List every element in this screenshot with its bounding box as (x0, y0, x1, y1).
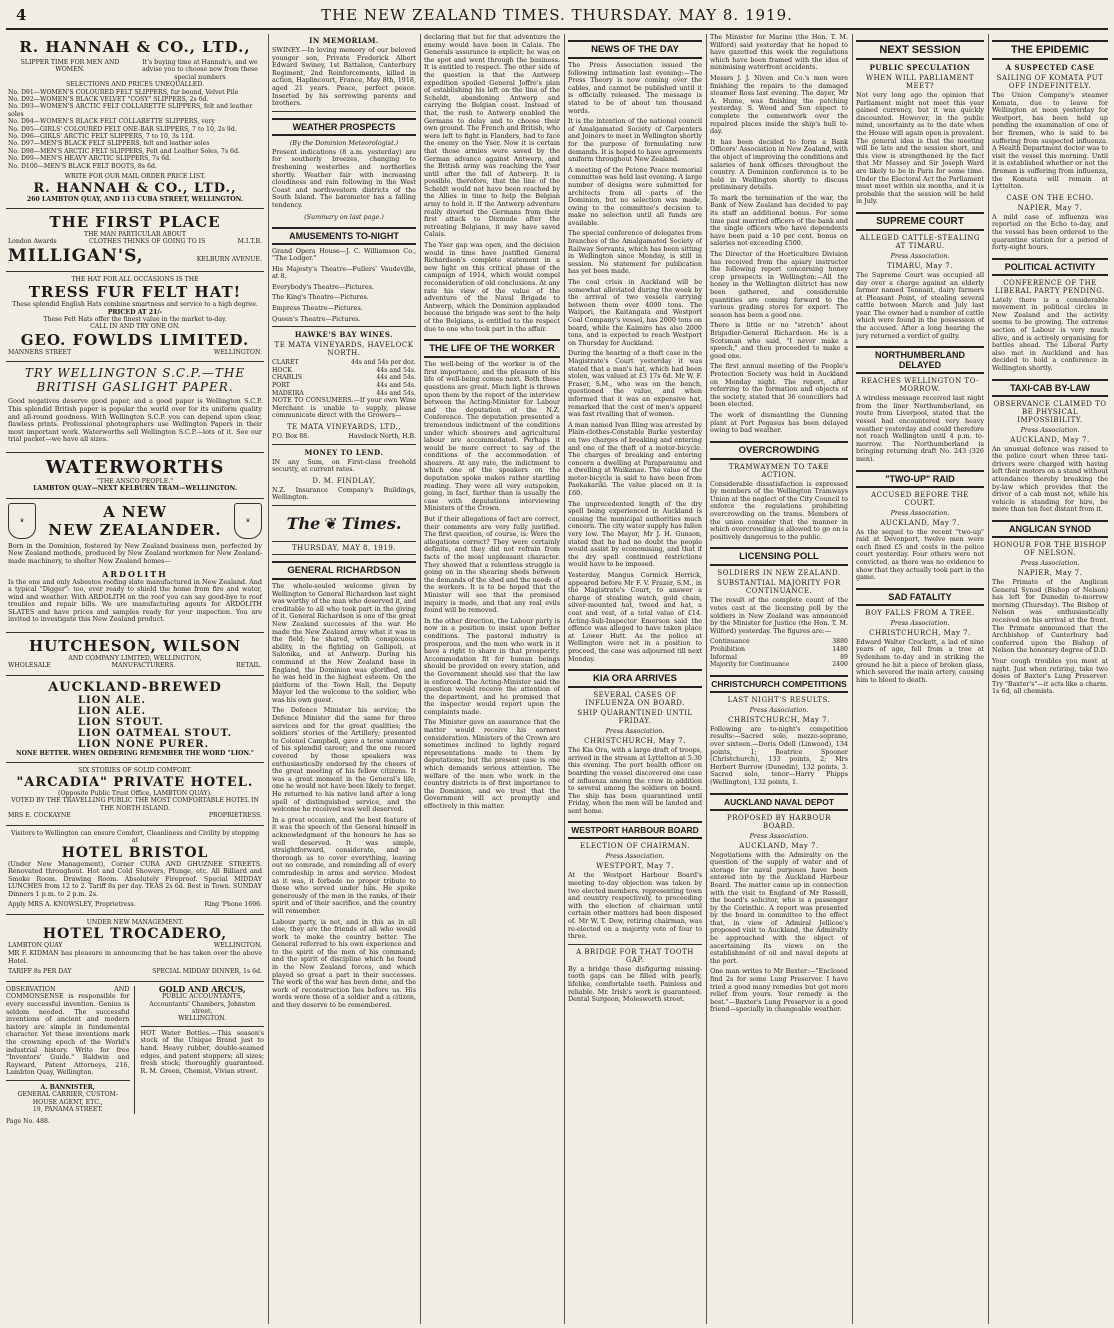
news-paragraph: A man named Ivan Illing was arrested by Plain-clothes-Constable Burke yesterday on two charges of breaking and entering and one of the theft of a motor-bicycle. The charges of breaking and entering concern a dwelling at Paraparaumu and a dwelling at Waikanae. The value of the motor-bicycle is said to have been from Paekakariki. The value placed on it is £60. (568, 420, 702, 498)
northumberland-sub: REACHES WELLINGTON TO-MORROW. (861, 377, 979, 394)
ardolith-name: ARDOLITH (102, 568, 168, 579)
trocadero-lunch: SPECIAL MIDDAY DINNER, 1s 6d. (152, 968, 262, 976)
fowlds-line1: THE HAT FOR ALL OCCASIONS IS THE (71, 275, 199, 283)
lion-item: LION ALE. (78, 706, 146, 718)
trocadero-line1: UNDER NEW MANAGEMENT. (86, 919, 184, 927)
arcadia-line1: SIX STORIES OF SOLID COMFORT. (78, 767, 192, 775)
poll-value: 3880 (832, 638, 848, 646)
amusement-item: Grand Opera House—J. C. Williamson Co., "The Lodger." (272, 246, 416, 263)
list-item: No. D98—MEN'S ARCTIC FELT SLIPPERS, Felt and Leather Soles, 7s 6d. (8, 147, 240, 155)
editorial-paragraph: declaring that but for that adventure the enemy would have been in Calais. The Generals assurance is explicit; he was on the spot and went through the business. It is entitled to respect. The other side of the question is that the Antwerp expedition spoiled General Joffre's plan of establishing his left on the line of the Scheldt, abandoning Antwerp and carrying the Belgian coast. Instead of that, the rush to Antwerp enabled the Germans to delay and to choose their own ground. The French and British, who were left to fight in Flanders, had to face the enemy on the Yser. Now it is certain that those armies were saved by the German advance against Antwerp, and the British army was reaching the Yser until after the fall of Antwerp. It is possible, therefore, that the line of the Scheldt would not have been reached by the Allies in time to help the Belgian army to hold it. If the Antwerp adventure really diverted the Germans from their first attack to Dixmude after the retreating Belgians, it may have saved Calais. (424, 34, 560, 239)
column-7 (992, 34, 1108, 1324)
competitions-sub: LAST NIGHT'S RESULTS. (727, 695, 831, 704)
coat-of-arms-icon: ❦ (324, 513, 338, 533)
fowlds-city: WELLINGTON. (213, 348, 262, 356)
wine-price: 44s and 54s. (376, 382, 416, 390)
list-item: No. D99—MEN'S HEAVY ARCTIC SLIPPERS, 7s 6d. (8, 155, 172, 163)
epidemic-sub: A SUSPECTED CASE (1005, 63, 1095, 72)
poll-label: Informal (710, 653, 737, 661)
arcadia-title: "ARCADIA" PRIVATE HOTEL. (16, 774, 254, 790)
epidemic-body: The Union Company's steamer Komata, due to leave for Wellington at noon yesterday for Westport, has been held up pending the examination of one of her firemen, who is said to be suffering from suspected influenza. A Health Department doctor was to visit the vessel this morning. Until it is established whether or not the fireman is suffering from influenza, the Komata will remain at Lyttelton. (992, 91, 1108, 191)
hannah-line3: SELECTIONS AND PRICES UNEQUALLED. (65, 81, 205, 89)
weather-sub: (By the Dominion Meteorologist.) (289, 138, 399, 147)
column-5 (710, 34, 848, 1324)
list-item: No. D94—WOMEN'S BLACK FELT COLLARETTE SLIPPERS, very (8, 118, 215, 126)
wines-box: P.O. Box 88. (272, 433, 310, 440)
waterworths-tag: "THE ANSCO PEOPLE." (96, 477, 174, 485)
column-rule (988, 34, 989, 1324)
worker-paragraph: The well-being of the worker is of the first importance, and the pleasure of his life of well-being comes next. Both these questions are great. Much light is thrown upon them by the report of the interview between the Acting-Minister for Labour and the deputation of the N.Z. Conference. The deputation presented a tremendous indictment of the conditions under which shearers and agricultural labour are accommodated. Perhaps it would be more correct to say of the conditions of the accommodation of shearers. At any rate, the indictment to which one of the speakers on the deputation spoke makes rather startling reading. They were all very outspoken, going, in fact, farther than is usually the case with deputations interviewing Ministers of the Crown. (424, 360, 560, 513)
list-item: No. D92—WOMEN'S BLACK VELVET "COSY" SLIPPERS, 2s 6d. (8, 96, 209, 104)
list-item: No. D96—GIRLS' ARCTIC FELT SLIPPERS, 7 to 10, 3s 11d. (8, 133, 195, 141)
overcrowding-sub: TRAMWAYMEN TO TAKE ACTION. (728, 462, 830, 479)
press-association: Press Association. (890, 618, 950, 627)
trocadero-street: LAMBTON QUAY (8, 942, 63, 950)
waterworths-name: WATERWORTHS (45, 456, 225, 478)
milligan-right: M.I.T.B. (237, 238, 262, 246)
bristol-line1: Visitors to Wellington can ensure Comfort, Cleanliness and Civility by stopping at (10, 829, 260, 845)
competitions-dateline: CHRISTCHURCH, May 7. (728, 715, 830, 724)
crest-icon: ♛ (8, 503, 36, 539)
kia-ora-dateline: CHRISTCHURCH, May 7. (584, 737, 686, 746)
trocadero-title: HOTEL TROCADERO, (42, 926, 228, 943)
hutcheson-mid: MANUFACTURERS. (111, 662, 176, 670)
milligan-street: KELBURN AVENUE. (196, 255, 262, 263)
licensing-sub: SOLDIERS IN NEW ZEALAND. (717, 569, 841, 578)
column-advertisements (6, 34, 264, 1324)
harbour-dateline: WESTPORT, May 7. (596, 862, 674, 871)
bannister-name: A. BANNISTER, (40, 1083, 95, 1091)
trocadero-city: WELLINGTON. (213, 942, 262, 950)
synod-heading: ANGLICAN SYNOD (992, 520, 1108, 538)
court-heading: SUPREME COURT (856, 212, 984, 231)
column-4 (568, 34, 702, 1324)
press-association: Press Association. (605, 852, 665, 861)
memoriam-heading: IN MEMORIAM. (309, 36, 379, 45)
news-paragraph: To mark the termination of the war, the Bank of New Zealand has decided to pay its staff an additional bonus. For some time past married officers of the bank and the single officers who have dependents have been paid a 10 per cent. bonus on salaries not exceeding £500. (710, 193, 848, 248)
poll-value: 2400 (832, 661, 848, 669)
hannah-line2: It's buying time at Hannah's, and we advise you to choose now from these special numbers (142, 59, 258, 81)
lion-advert (6, 676, 264, 763)
hannah-advert (6, 34, 264, 209)
gold-sub: PUBLIC ACCOUNTANTS, (162, 993, 243, 1001)
bannister-line: GENERAL CARRIER, CUSTOM-HOUSE AGENT, ETC., (17, 1091, 118, 1106)
milligan-line2: CLOTHES THINKS OF GOING TO IS (88, 238, 206, 246)
licensing-heading: LICENSING POLL (710, 547, 848, 566)
poll-label: Prohibition (710, 646, 745, 653)
news-paragraph: It has been decided to form a Bank Officers' Association in New Zealand, with the object of improving the conditions and salaries of bank officers throughout the country. A Dominion conference is to be held in Wellington shortly to discuss preliminary details. (710, 137, 848, 192)
memoriam-body: SWINEY.—In loving memory of our beloved younger son, Private Frederick Albert Edward Swiney, 1st Battalion, Canterbury Regiment, 2nd Reinforcements, killed in action, Haplincourt, France, May 8th, 1918, aged 21 years. Peace, perfect peace. Inserted by his sorrowing parents and brothers. (272, 46, 416, 108)
kia-ora-sub: SEVERAL CASES OF INFLUENZA ON BOARD. (585, 691, 685, 708)
arcadia-advert (6, 763, 264, 825)
news-paragraph: The Director of the Horticulture Division has received from the apiary instructor the following report concerning honey crop prospects in Wellington:—All the honey in the Wellington district has now been gathered, and considerable quantities are coming forward to the various grading stores for export. The season has been a good one. (710, 250, 848, 319)
wine-name: CLARET (272, 359, 299, 367)
richardson-paragraph: The Defence Minister his service; the Defence Minister did the same for three services and for the great qualities; the soldiers' stories of the Artillery; presented to Colonel Campbell, gave a terse summary of his splendid career; and the one record covered by those speakers was enthusiastically endorsed by the cheers of the great meeting of his fellow citizens. It was a great moment in the General's life, one he would not have been likely to forget. He returned to his native land after a long spell of distinguished service, and the welcome he received was well deserved. (272, 706, 416, 814)
page-number: 4 (16, 6, 27, 24)
column-2 (272, 34, 416, 1324)
waterworths-advert (6, 453, 264, 499)
bristol-title: HOTEL BRISTOL (61, 844, 209, 861)
fatality-heading: SAD FATALITY (856, 588, 984, 606)
hotwater-advert: HOT Water Bottles.—This season's stock of the Unique Brand just to hand. Heavy rubber, double-seamed edges, and patent stoppers; all sizes; fresh stock; thoroughly guaranteed. R. M. Green, Chemist, Vivian street. (140, 1028, 264, 1075)
crest-icon: ♛ (234, 503, 262, 539)
lion-item: LION OATMEAL STOUT. (78, 728, 233, 740)
milligan-name: MILLIGAN'S, (8, 245, 144, 266)
news-paragraph: The coal crisis in Auckland will be somewhat alleviated during the week by the arrival of two vessels carrying between them over 4000 tons. The Waipori, the Kaitangata and Westport Coal Company's vessel, has 2000 tons on board, while the Kaimiro has also 2000 tons, and is expected to reach Westport on Thursday for Auckland. (568, 278, 702, 347)
synod-sub: HONOUR FOR THE BISHOP OF NELSON. (993, 540, 1107, 557)
list-item: No. D93—WOMEN'S ARCTIC FELT COLLARETTE SLIPPERS, felt and leather soles (8, 103, 253, 118)
logo-the: The (286, 513, 321, 533)
richardson-paragraph: The whole-souled welcome given by Wellington to General Richardson last night was worthy of the man who deserved it, and creditable to all who took part in the giving of it. General Richardson is one of the great New Zealand successes of the war. He made the New Zealand army what it was in the field; he shared, with conspicuous ability, in the fighting on Gallipoli, at Salonika, and at Antwerp. During his command at the New Zealand base in England, the Dominion was glorified, and he was held in the highest esteem. On the platform of the Town Hall, the Deputy Mayor led the welcome to the soldier, who was his own guest. (272, 581, 416, 704)
epidemic-sub-2: SAILING OF KOMATA PUT OFF INDEFINITELY. (996, 74, 1104, 90)
political-heading: POLITICAL ACTIVITY (992, 258, 1108, 276)
gaslight-advert (6, 362, 264, 453)
news-paragraph: Messrs J. J. Niven and Co.'s men were finishing the repairs to the damaged steamer Ross last evening. The dayer, Mr A. Hume, was finishing the patching yesterday. S. Wood and Son expect to complete the cementwork over the repaired places inside the ship's hull to-day. (710, 73, 848, 136)
press-association: Press Association. (1020, 425, 1080, 434)
lion-footer: NONE BETTER. WHEN ORDERING REMEMBER THE WORD "LION." (15, 750, 255, 758)
bristol-phone: Ring 'Phone 1696. (204, 901, 262, 909)
session-sub-2: WHEN WILL PARLIAMENT MEET? (865, 74, 975, 90)
news-paragraph: A meeting of the Petone Peace memorial committee was held last evening. A large number of designs were submitted for architects from all parts of the Dominion, but no selection was made, owing to the committee's decision to make no selection until all funds are available. (568, 165, 702, 227)
political-sub: CONFERENCE OF THE LIBERAL PARTY PENDING. (995, 278, 1105, 295)
wine-name: CHABLIS (272, 374, 302, 382)
depot-heading: AUCKLAND NAVAL DEPOT (710, 793, 848, 811)
times-logo (272, 514, 416, 533)
fatality-sub: BOY FALLS FROM A TREE. (865, 608, 975, 617)
competitions-body: Following are to-night's competition results:—Sacred solo, mezzo-soprano, over sixteen.—Doris Odell (Linwood), 134 points, 1; Beatrice Spooner (Christchurch), 133 points, 2; Mrs Herbert Burrow (Dunedin), 132 points, 3. Sacred solo, tenor—Harry Phipps (Wellington), 132 points, 1. (710, 724, 848, 786)
ardolith-body-2: Is the one and only Asbestos roofing slate manufactured in New Zealand. And a typical "Digger": too, ever ready to shield the home from fire and water, wind and weather. With ARDOLITH on the roof you can say good-bye to roof troubles and repair bills. We are manufacturing agents for ARDOLITH SLATES and have prices and samples ready for your inspection. You are invited to investigate this New Zealand product. (8, 577, 262, 624)
list-item: No. D97—MEN'S BLACK FELT SLIPPERS, felt and leather soles (8, 140, 210, 148)
fowlds-advert (6, 272, 264, 363)
newspaper-page (6, 4, 1108, 1324)
bottom-adverts (6, 982, 264, 1114)
synod-body: The Primate of the Anglican General Synod (Bishop of Nelson) has left for Dunedin to-morrow morning (Thursday). The Bishop of Nelson was enthusiastically received on his arrival at the front. The Primate announced that the Archbishop of Canterbury had conferred upon the Bishop of Nelson the honorary degree of D.D. (992, 577, 1108, 655)
amusement-item: His Majesty's Theatre—Fullers' Vaudeville, at 8. (272, 264, 416, 281)
harbour-heading: WESTPORT HARBOUR BOARD (568, 821, 702, 839)
gold-line2: Accountants' Chambers, Johnston street, (149, 1000, 256, 1016)
court-sub: ALLEGED CATTLE-STEALING AT TIMARU. (859, 233, 980, 250)
column-rule (706, 34, 707, 1324)
news-paragraph: The Press Association issued the following intimation last evening:—The Press Theory is now coming over the cables, and cannot be published until it is officially released. The message is stated to be of about ten thousand words. (568, 61, 702, 115)
press-association: Press Association. (1020, 558, 1080, 567)
hutcheson-right: RETAIL. (236, 662, 262, 670)
logo-name: Times. (341, 513, 402, 533)
press-association: Press Association. (605, 727, 665, 736)
arcadia-proprietress: MRS E. COCKAYNE (8, 812, 71, 820)
licensing-sub-2: SUBSTANTIAL MAJORITY FOR CONTINUANCE. (717, 579, 841, 596)
gaslight-body: Good negatives deserve good paper, and a good paper is Wellington S.C.P. This splendid British paper is popular the world over for its uniform quality and all-round goodness. With Wellington S.C.P. you can depend upon clear, flawless prints. Professional photographers use Wellington Papers in their most important work. Waterworths sell Wellington S.C.P.—lots of it. See our trial packet—we have all sizes. (8, 397, 262, 444)
fowlds-name: GEO. FOWLDS LIMITED. (20, 330, 250, 349)
synod-dateline: NAPIER, May 7. (1017, 568, 1083, 577)
column-6 (856, 34, 984, 1324)
news-paragraph: Yesterday, Mangus Cormick Herrick, appeared before Mr F. V. Frazer, S.M., in the Magistrate's Court, to answer a charge of stealing watch, gold chain, silver-mounted hat, tweed and hat, a coat and vest, of a total value of £14. Acting-Sub-Inspector Emerson said the offence was alleged to have taken place at Lower Hutt. As the police at Wellington were not in a position to proceed, the case was adjourned till next Monday. (568, 571, 702, 663)
wine-price: 44s and 54s. (376, 374, 416, 382)
twoup-dateline: AUCKLAND, May 7. (880, 518, 960, 527)
bristol-advert (6, 826, 264, 915)
arcadia-line3: VOTED BY THE TRAVELLING PUBLIC THE MOST COMFORTABLE HOTEL IN THE NORTH ISLAND. (11, 797, 259, 812)
court-body: The Supreme Court was occupied all day over a charge against an elderly farmer named Tennant, dairy farmers at Pleasant Point, of stealing several cattle between March and July last year. The owner had a number of cattle which were found in the possession of the accused. After a long hearing the jury returned a verdict of guilty. (856, 270, 984, 340)
poll-label: Majority for Continuance (710, 661, 790, 669)
press-association: Press Association. (749, 705, 809, 714)
overcrowding-heading: OVERCROWDING (710, 441, 848, 460)
taxi-body: An unusual defence was raised to the police court when three taxi-drivers were charged with having left their motors on a stand without attendance thereby breaking the by-law which provides that the driver of a cab must not, while his vehicle is standing for hire, be more than ten feet distant from it. (992, 444, 1108, 514)
amusement-item: Empress Theatre—Pictures. (272, 304, 363, 313)
epidemic-heading: THE EPIDEMIC (992, 40, 1108, 60)
press-association: Press Association. (749, 831, 809, 840)
bannister-address: 19, PANAMA STREET. (32, 1106, 103, 1114)
arcadia-role: PROPRIETRESS. (208, 812, 262, 820)
trocadero-body: MR F. KIDMAN has pleasure in announcing that he has taken over the above Hotel. (8, 949, 262, 965)
wine-price: 44s and 54s. (376, 366, 416, 374)
wines-title: HAWKE'S BAY WINES. (294, 330, 394, 340)
worker-paragraph: In the other direction, the Labour party is now in a position to insist upon better conditions. The pastoral industry is prosperous, and the men who work in it have a right to share in that prosperity. Accommodation fit for human beings should be provided on every station, and the Government should see that the law is enforced. The Acting-Minister said the question would receive the attention of the department, and he promised that the inspector would report upon the complaints made. (424, 616, 560, 716)
column-rule (852, 34, 853, 1324)
hannah-name-2: R. HANNAH & CO., LTD., (33, 180, 237, 196)
echo-heading: CASE ON THE ECHO. (1006, 193, 1094, 202)
weather-heading: WEATHER PROSPECTS (272, 118, 416, 136)
wine-price: 44s and 54s. (376, 389, 416, 397)
news-paragraph: The unprecedented length of the dry spell being experienced in Auckland is causing the municipal authorities much concern. The city water supply has fallen very low. The Mayor, Mr J. H. Gunson, stated that he had no doubt the people would assist by economising, and that if the dry spell continued restrictions would have to be imposed. (568, 499, 702, 569)
amusement-item: The King's Theatre—Pictures. (272, 293, 369, 302)
kia-ora-heading: KIA ORA ARRIVES (568, 669, 702, 688)
richardson-paragraph: Labour party, is not, and in this as in all else, they are the friends of all who would work to make the country better. The General referred to his own experience and to the spirit of the men of his command; and the spirit of discipline which he found in the New Zealand forces, and which played so great a part in their successes. The work of the war has been done, and the work of reconstruction lies before us. His words were those of a soldier and a citizen, and they deserve to be remembered. (272, 917, 416, 1010)
lion-item: LION NONE PURER. (78, 739, 210, 751)
fatality-body: Edward Walter Crockett, a lad of nine years of age, fell from a tree at Sydenham to-day and in striking the ground he hit a piece of broken glass, which severed the main artery, causing him to bleed to death. (856, 637, 984, 684)
lion-item: LION STOUT. (78, 717, 164, 729)
amusement-item: Everybody's Theatre—Pictures. (272, 282, 374, 291)
amusement-item: Queen's Theatre—Pictures. (272, 314, 361, 323)
press-association: Press Association. (890, 508, 950, 517)
taxi-heading: TAXI-CAB BY-LAW (992, 379, 1108, 397)
list-item: No. D100—MEN'S BLACK FELT BOOTS, 8s 6d. (8, 162, 157, 170)
poll-value: 1480 (832, 646, 848, 653)
worker-heading: THE LIFE OF THE WORKER (424, 339, 560, 358)
harbour-body: At the Westport Harbour Board's meeting to-day objection was taken by two elected members, representing town and country respectively, to proceeding with the election of chairman until certain other matters had been disposed of. Mr W. T. Dew, retiring chairman, was re-elected on a majority vote of four to three. (568, 871, 702, 941)
news-paragraph: During the hearing of a theft case in the Magistrate's Court yesterday it was stated that a man's hat, which had been stolen, was valued at £3 17s 6d. Mr W. F. Fraser, S.M., who was on the bench, questioned the value, and when informed that it was an expensive hat, remarked that the cost of men's apparel was fast rivalling that of women. (568, 349, 702, 419)
wine-name: PORT (272, 382, 290, 390)
amusements-heading: AMUSEMENTS TO-NIGHT (272, 227, 416, 245)
licensing-body: The result of the complete count of the votes cast at the licensing poll by the soldiers in New Zealand was announced by the Minister for Justice (the Hon. T. M. Wilford) yesterday. The figures are:— (710, 596, 848, 635)
kia-ora-sub-2: SHIP QUARANTINED UNTIL FRIDAY. (577, 709, 693, 726)
wine-name: MADEIRA (272, 389, 304, 397)
worker-paragraph: But if their allegations of fact are correct, their comments are very fully justified. The first question, of course, is: Were the allegations correct? They were certainly definite, and they did not refrain from facts of the most unpleasant character. They showed that a relentless struggle is going on in the shearing sheds between the demands of the shed and the needs of the workers. It is to be hoped that the Minister will see that the promised inquiry is made, and that any real evils found will be removed. (424, 515, 560, 615)
milligan-left: London Awards (8, 238, 57, 246)
worker-paragraph: The Minister gave an assurance that the matter would receive his earnest consideration. Ministers of the Crown are sometimes inclined to lightly regard representations made to them by deputations; but the present case is one which demands serious attention. The welfare of the men who work in the country districts is of first importance to the Dominion, and we trust that the Government will act promptly and effectively in this matter. (424, 718, 560, 810)
depot-dateline: AUCKLAND, May 7. (739, 841, 819, 850)
column-3 (424, 34, 560, 1324)
taxi-sub: OBSERVANCE CLAIMED TO BE PHYSICAL IMPOSSIBILITY. (993, 399, 1107, 424)
wine-name: HOCK (272, 366, 292, 374)
milligan-advert (6, 209, 264, 272)
ardolith-title-1: A NEW (103, 502, 167, 521)
taxi-dateline: AUCKLAND, May 7. (1010, 435, 1090, 444)
cough-advert: Your cough troubles you most at night. Just when retiring, take two doses of Baxter's Lung Preserver. Try "Baxter's"—it acts like a charm. 1s 6d, all chemists. (992, 656, 1108, 696)
press-association: Press Association. (890, 251, 950, 260)
northumberland-body: A wireless message received last night from the liner Northumberland, en route from Liverpool, stated that the vessel had encountered very heavy weather yesterday and could therefore not reach Wellington until 4 p.m. to-morrow. The Northumberland is bringing returning draft No. 243 (326 men). (856, 394, 984, 463)
fatality-dateline: CHRISTCHURCH, May 7. (869, 628, 971, 637)
page-footer-number: Page No. 488. (6, 1117, 50, 1125)
competitions-heading: CHRISTCHURCH COMPETITIONS (710, 675, 848, 693)
bristol-apply: Apply MRS A. KNOWSLEY, Proprietress. (8, 901, 136, 909)
wines-city: Havelock North, H.B. (348, 433, 416, 440)
gold-title: GOLD AND ARCUS, (158, 983, 246, 994)
bridge-heading: A BRIDGE FOR THAT TOOTH GAP. (576, 947, 694, 964)
milligan-title: THE FIRST PLACE (49, 212, 221, 231)
wines-note: NOTE TO CONSUMERS.—If your own Wine Merchant is unable to supply, please communicate direct with the Growers— (272, 396, 416, 420)
list-item: No. D95—GIRLS' COLOURED FELT ONE-BAR SLIPPERS, 7 to 10, 2s 9d. (8, 125, 237, 133)
fowlds-price: PRICED AT 21/- (107, 308, 163, 316)
wine-price: 44s and 54s per doz. (350, 359, 416, 367)
news-heading: NEWS OF THE DAY (568, 40, 702, 59)
news-paragraph: There is little or no "stretch" about Brigadier-General Richardson. He is a Scotsman who said, "I never make a speech," and then proceeded to make a good one. (710, 321, 848, 360)
bristol-body: (Under New Management), Corner CUBA AND GHUZNEE STREETS. Renovated throughout. Hot and Cold Showers, Plunge, etc. All Billiard and Smoke Room. Drawing Room. Absolutely Fireproof. Special MIDDAY LUNCHES from 12 to 2. Tariff 8s per day. TEAS 2s 6d. Best in Town. SUNDAY Dinners 1 p.m. to 2 p.m. 2s. (8, 859, 262, 898)
masthead (6, 4, 1108, 30)
kia-ora-body: The Kia Ora, with a large draft of troops, arrived in the stream at Lyttelton at 5.30 this evening. The port health officer on boarding the vessel discovered one case of influenza among the crew in addition to several among the soldiers on board. The ship has been quarantined until Friday, when the men will be landed and sent home. (568, 746, 702, 815)
fowlds-line4: CALL IN AND TRY ONE ON. (90, 323, 180, 331)
overcrowding-body: Considerable dissatisfaction is expressed by members of the Wellington Tramways Union at the neglect of the City Council to enforce the regulations prohibiting overcrowding on the trams. Members of the union consider that the manner in which overcrowding is allowed to go on is positively dangerous to the public. (710, 479, 848, 541)
weather-note: (Summary on last page.) (304, 212, 384, 221)
money-body: IN any Sum, on First-class freehold security, at current rates. (272, 457, 416, 474)
hannah-line1: SLIPPER TIME FOR MEN AND WOMEN. (20, 59, 120, 74)
news-paragraph: The Minister for Marine (the Hon. T. M. Wilford) said yesterday that he hoped to have gazetted this week the regulations which have been framed with the idea of minimising waterfront accidents. (710, 34, 848, 72)
ardolith-advert (6, 499, 264, 633)
news-paragraph: The special conference of delegates from branches of the Amalgamated Society of Railway Servants, which has been sitting in Wellington since Monday, is still in session. No statement for publication has yet been made. (568, 229, 702, 276)
fowlds-line3: These Felt Hats offer the finest value in the market to-day. (43, 315, 227, 323)
hannah-address: 260 LAMBTON QUAY, AND 113 CUBA STREET, WELLINGTON. (26, 195, 244, 203)
trocadero-tariff: TARIFF 8s PER DAY (8, 968, 72, 976)
poll-value: 89 (840, 653, 848, 661)
twoup-body: As the sequel to the recent "two-up" raid at Devonport, twelve men were each fined £5 and costs in the police court yesterday. Four others were not convicted, as there was no evidence to show that they actually took part in the game. (856, 527, 984, 582)
lion-item: LION ALE. (78, 695, 146, 707)
gold-city: WELLINGTON. (178, 1015, 227, 1023)
fowlds-street: MANNERS STREET (8, 348, 72, 356)
list-item: No. D91—WOMEN'S COLOURED FELT SLIPPERS, fur bound, Velvet Pile (8, 88, 239, 96)
court-dateline: TIMARU, May 7. (887, 261, 953, 270)
fowlds-title: TRESS FUR FELT HAT! (28, 283, 242, 302)
lung-preserver-advert: One man writes to Mr Baxter:—"Enclosed find 2s for some Lung Preserver. I have tried a good many remedies but got more relief from yours. Your remedy is the best."—Baxter's Lung Preserver is a good friend—specially in changeable weather. (710, 967, 848, 1014)
gaslight-title: TRY WELLINGTON S.C.P.—THE BRITISH GASLIGHT PAPER. (24, 366, 246, 395)
arcadia-line2: (Opposite Public Trust Office, LAMBTON QUAY). (58, 789, 212, 797)
session-heading: NEXT SESSION (856, 40, 984, 60)
hutcheson-sub: AND COMPANY LIMITED, WELLINGTON, (68, 655, 202, 663)
milligan-line1: THE MAN PARTICULAR ABOUT (83, 230, 187, 238)
news-paragraph: The first annual meeting of the People's Protection Society was held in Auckland on Monday night. The report, after referring to the formation and objects of the society, stated that 36 councillors had been elected. (710, 362, 848, 409)
column-rule (420, 34, 421, 1324)
column-rule (268, 34, 269, 1324)
twoup-sub: ACCUSED BEFORE THE COURT. (871, 490, 969, 507)
fowlds-line2: These splendid English Hats combine smartness and service to a high degree. (12, 301, 258, 309)
depot-body: Negotiations with the Admiralty on the question of the supply of water and of storage for naval purposes have been entered into by the Auckland Harbour Board. The matter came up in connection with the visit to England of Mr Russell, the board's solicitor, who is a passenger by the Corinthic. A report was presented by the board in committee to the effect that, in view of Admiral Jellicoe's proposed visit to Auckland, the Admiralty be approached with the object of ascertaining its views on the establishment of oil and naval depots at the port. (710, 850, 848, 965)
session-sub: PUBLIC SPECULATION (869, 63, 971, 72)
depot-sub: PROPOSED BY HARBOUR BOARD. (727, 813, 831, 830)
richardson-heading: GENERAL RICHARDSON (272, 561, 416, 580)
lion-title: AUCKLAND-BREWED (48, 680, 222, 696)
money-address: N.Z. Insurance Company's Buildings, Wellington. (272, 485, 416, 502)
hutcheson-left: WHOLESALE (8, 662, 51, 670)
northumberland-heading: NORTHUMBERLAND DELAYED (856, 346, 984, 374)
observation-advert: OBSERVATION AND COMMONSENSE is responsible for every successful invention. Genius is seldom needed. The successful inventions of ancient and modern history are simple in fundamental character. Yet these inventions mark the crowning epoch of the World's industrial history. Write for free "Inventors' Guide." Baldwin and Rayward, Patent Attorneys, 216, Lambton Quay, Wellington. (6, 984, 130, 1077)
weather-body: Present indications (8 a.m. yesterday) are for southerly breezes, changing to freshening westerlies and northerlies shortly. Weather fair with increasing cloudiness and rain following in the West Coast and northwestern districts of the South Island. The barometer has a falling tendency. (272, 147, 416, 209)
news-paragraph: The work of dismantling the Gunning plant at Port Pegasus has been delayed owing to bad weather. (710, 410, 848, 435)
harbour-sub: ELECTION OF CHAIRMAN. (580, 842, 690, 851)
trocadero-advert (6, 915, 264, 982)
wines-line1: TE MATA VINEYARDS, HAVELOCK NORTH. (274, 341, 414, 358)
political-body: Lately there is a considerable movement in political circles in New Zealand and the activity seems to be growing. The extreme section of Labour is very much alive, and is actively organising for battles ahead. The Liberal Party also met in Auckland and has decided to hold a conference in Wellington shortly. (992, 295, 1108, 373)
echo-body: A mild case of influenza was reported on the Echo to-day, and the vessel has been ordered to the quarantine station for a period of forty-eight hours. (992, 212, 1108, 252)
richardson-paragraph: In a great occasion, and the best feature of it was the speech of the General himself in acknowledgment of the honours he has so well deserved. It was simple, straightforward, considerate, and so thorough as to cover everything, leaving out no comrade, and reminding all of every comradeship in arms and service. Modest as it was, it forbade no proper tribute to those who served under him. He spoke generously of the men in the ranks, of their spirit and of their sacrifice, and the country will remember. (272, 815, 416, 915)
twoup-heading: "TWO-UP" RAID (856, 470, 984, 488)
ardolith-body-1: Born in the Dominion, fostered by New Zealand business men, perfected by New Zealand methods, produced by New Zealand workmen for New Zealand-made machinery, to shelter New Zealand homes— (8, 541, 262, 565)
waterworths-address: LAMBTON QUAY—NEXT KELBURN TRAM—WELLINGTON. (33, 485, 237, 493)
news-paragraph: It is the intention of the national council of Amalgamated Society of Carpenters and Joiners to meet in Wellington shortly for the purpose of formulating new demands. It is hoped to have agreements uniform throughout New Zealand. (568, 117, 702, 164)
hutcheson-name: HUTCHESON, WILSON (28, 637, 242, 656)
newspaper-title: THE NEW ZEALAND TIMES. THURSDAY. MAY 8. 1919. (321, 6, 793, 24)
editorial-paragraph: The Yser gap was open, and the decision would in time have justified General Richardson's complete statement in a new light on this critical phase of the campaign of 1914, which would compel reconsideration of old conclusions. At any rate his view of the value of the adventure of the Naval Brigade to Antwerp, which the Dominion applauded because the brigade was sent to the help of the Belgians, is entitled to the respect due to one who took part in the affair. (424, 241, 560, 333)
session-body: Not very long ago the opinion that Parliament might not meet this year gained currency, but it was quickly discounted. However, in the public mind, uncertainty as to the date when the House will again open is prevalent. The general idea is that the meeting will be late and the session short, and this view is strengthened by the fact that Mr Massey and Sir Joseph Ward are likely to be in Paris for some time. Under the Electoral Act the Parliament must meet within six months, and it is probable that the session will be held in July. (856, 91, 984, 206)
poll-label: Continuance (710, 638, 750, 646)
money-heading: MONEY TO LEND. (304, 447, 384, 457)
bridge-body: By a bridge those disfiguring missing-tooth gaps can be filled with pearly, lifelike, comfortable teeth. Painless and reliable. Mr. Irish's work is guaranteed. Dental Surgeon, Molesworth street. (568, 964, 702, 1004)
column-rule (564, 34, 565, 1324)
echo-dateline: NAPIER, May 7. (1017, 203, 1083, 212)
ardolith-title-2: NEW ZEALANDER. (48, 520, 222, 539)
hannah-write: WRITE FOR OUR MAIL ORDER PRICE LIST. (64, 173, 206, 181)
hannah-list (8, 89, 262, 170)
hannah-name: R. HANNAH & CO., LTD., (19, 38, 251, 56)
wines-growers: TE MATA VINEYARDS, LTD., (286, 423, 402, 431)
money-name: D. M. FINDLAY, (312, 476, 376, 485)
hutcheson-advert (6, 633, 264, 676)
dateline: THURSDAY, MAY 8, 1919. (272, 541, 416, 555)
